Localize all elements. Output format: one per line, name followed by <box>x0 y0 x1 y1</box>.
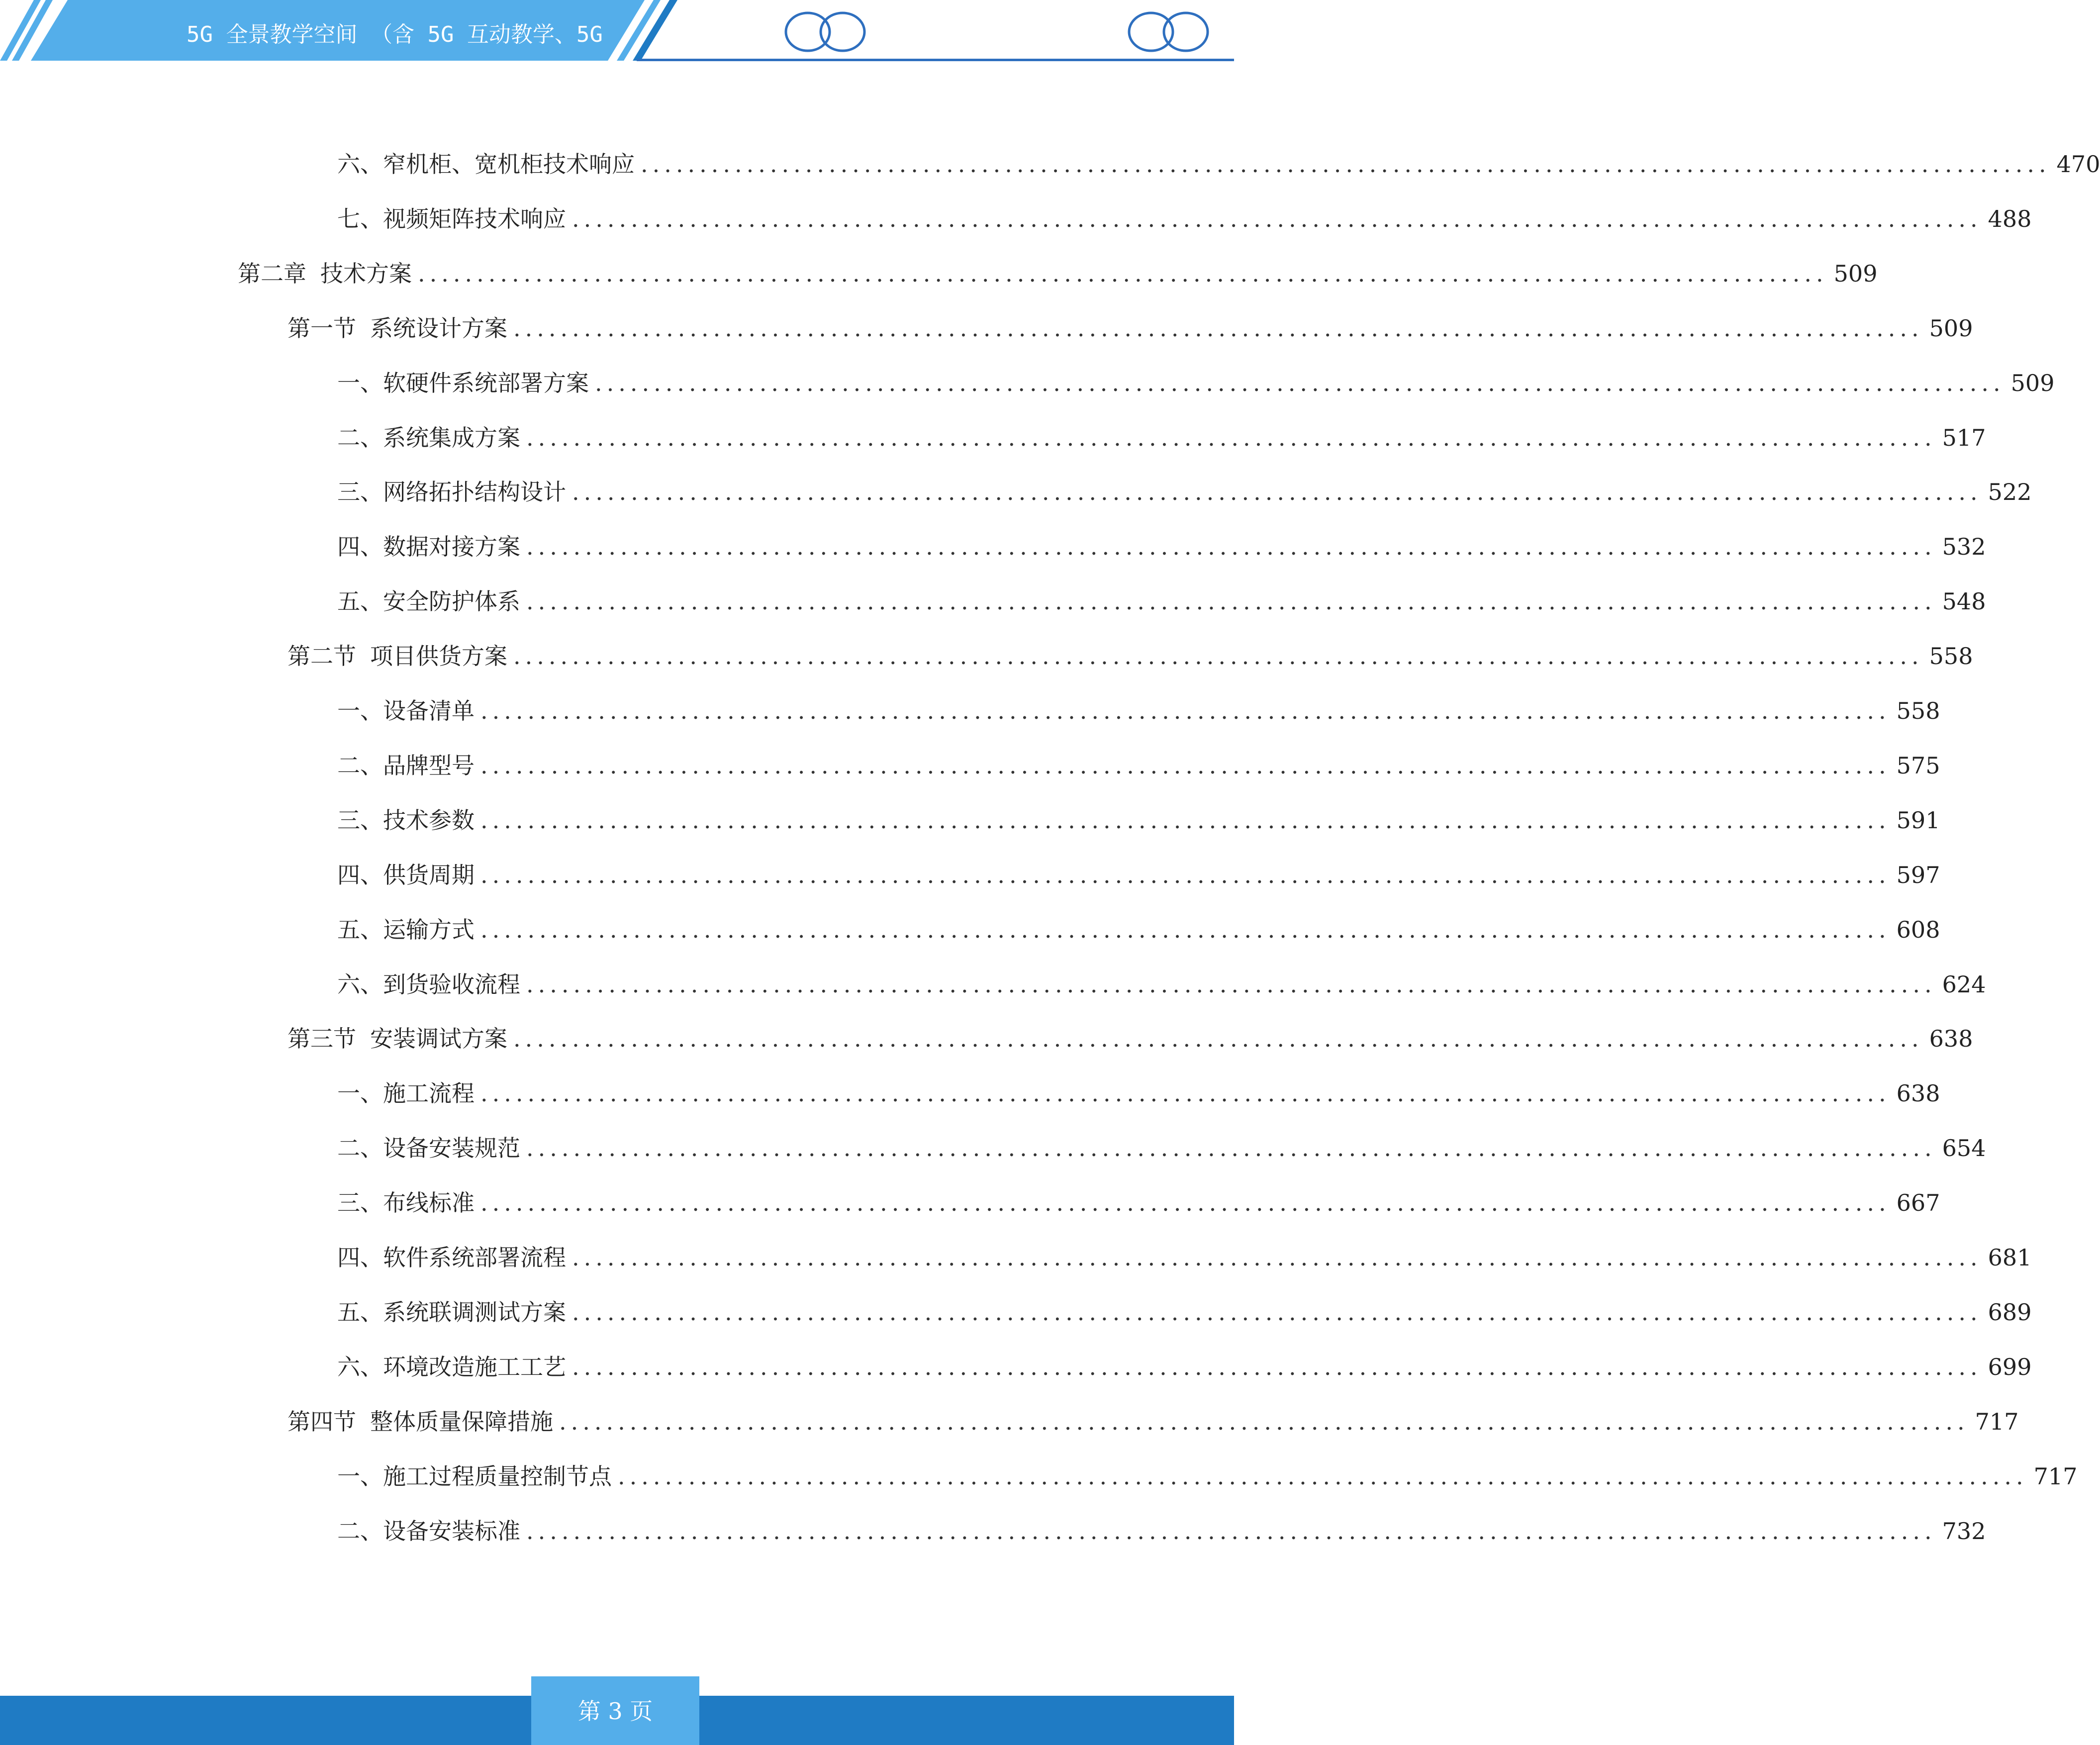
toc-entry-title: 系统设计方案 <box>370 315 507 342</box>
toc-dot-leader: ........................................................................................................................ <box>480 1189 1891 1216</box>
toc-entry-index: 三、 <box>337 807 383 834</box>
toc-entry-title: 安装调试方案 <box>370 1025 507 1052</box>
toc-entry[interactable] <box>337 1183 1940 1223</box>
toc-entry-page: 522 <box>1988 479 2032 505</box>
toc-entry[interactable] <box>337 199 2032 239</box>
toc-entry-index: 第四节 <box>287 1408 356 1435</box>
toc-entry[interactable] <box>337 1073 1940 1113</box>
toc-entry-title: 软硬件系统部署方案 <box>383 370 589 396</box>
toc-entry-title: 窄机柜、宽机柜技术响应 <box>383 151 635 178</box>
toc-entry-index: 第三节 <box>287 1025 356 1052</box>
toc-entry[interactable] <box>337 746 1940 785</box>
toc-dot-leader: ........................................................................................................................ <box>480 1080 1891 1107</box>
toc-entry-title: 安全防护体系 <box>383 588 520 615</box>
toc-entry-page: 488 <box>1988 205 2032 232</box>
toc-entry-title: 项目供货方案 <box>370 643 507 670</box>
toc-entry-title: 供货周期 <box>383 862 475 888</box>
rings-logo-icon-right <box>1129 13 1208 51</box>
toc-entry-title: 技术参数 <box>383 807 475 834</box>
toc-entry-page: 517 <box>1942 424 1986 451</box>
toc-entry-page: 532 <box>1942 533 1986 560</box>
toc-dot-leader: ........................................................................................................................ <box>526 971 1936 998</box>
toc-entry-page: 654 <box>1942 1135 1986 1162</box>
toc-entry[interactable] <box>287 308 1973 348</box>
toc-entry[interactable] <box>287 1019 1973 1059</box>
toc-entry[interactable] <box>337 1238 2032 1277</box>
toc-entry[interactable] <box>337 582 1986 621</box>
rings-logo-icon <box>786 13 864 51</box>
toc-entry-title: 设备安装标准 <box>383 1518 520 1545</box>
toc-entry[interactable] <box>337 472 2032 512</box>
toc-entry[interactable] <box>337 418 1986 458</box>
toc-entry-index: 六、 <box>337 1354 383 1380</box>
toc-entry-index: 三、 <box>337 479 383 505</box>
toc-entry[interactable] <box>287 636 1973 676</box>
toc-entry-index: 六、 <box>337 151 383 178</box>
toc-entry-title: 视频矩阵技术响应 <box>383 205 566 232</box>
toc-dot-leader: ........................................................................................................................ <box>526 1135 1936 1162</box>
toc-entry-index: 四、 <box>337 533 383 560</box>
toc-entry-page: 558 <box>1896 697 1940 724</box>
toc-entry[interactable] <box>238 254 1878 293</box>
toc-entry-page: 591 <box>1896 807 1940 834</box>
toc-dot-leader: ........................................................................................................................ <box>572 479 1982 505</box>
toc-entry-title: 设备安装规范 <box>383 1135 520 1162</box>
toc-entry-index: 四、 <box>337 1244 383 1271</box>
toc-entry-page: 558 <box>1929 643 1973 670</box>
toc-entry-title: 环境改造施工工艺 <box>383 1354 566 1380</box>
toc-dot-leader: ........................................................................................................................ <box>595 370 2005 396</box>
toc-entry[interactable] <box>337 855 1940 895</box>
toc-entry-index: 一、 <box>337 1463 383 1490</box>
toc-entry-index: 五、 <box>337 1299 383 1326</box>
toc-dot-leader: ........................................................................................................................ <box>513 643 1923 670</box>
header-title: 5G 全景教学空间 （含 5G 互动教学、5G <box>187 22 603 47</box>
toc-entry-page: 624 <box>1942 971 1986 998</box>
toc-dot-leader: ........................................................................................................................ <box>418 260 1828 287</box>
toc-dot-leader: ........................................................................................................................ <box>559 1408 1969 1435</box>
toc-entry[interactable] <box>337 1128 1986 1168</box>
toc-dot-leader: ........................................................................................................................ <box>513 315 1923 342</box>
toc-entry[interactable] <box>337 363 2055 403</box>
toc-dot-leader: ........................................................................................................................ <box>526 424 1936 451</box>
toc-entry-page: 717 <box>1975 1408 2019 1435</box>
toc-entry-index: 一、 <box>337 370 383 396</box>
toc-entry[interactable] <box>337 965 1986 1004</box>
toc-dot-leader: ........................................................................................................................ <box>641 151 2051 178</box>
toc-entry-title: 系统集成方案 <box>383 424 520 451</box>
toc-entry-index: 四、 <box>337 862 383 888</box>
toc-entry-index: 第二节 <box>287 643 356 670</box>
toc-entry-title: 系统联调测试方案 <box>383 1299 566 1326</box>
toc-dot-leader: ........................................................................................................................ <box>480 697 1891 724</box>
toc-entry-page: 667 <box>1896 1189 1940 1216</box>
toc-dot-leader: ........................................................................................................................ <box>572 205 1982 232</box>
toc-entry-page: 509 <box>1833 260 1878 287</box>
toc-dot-leader: ........................................................................................................................ <box>513 1025 1923 1052</box>
toc-entry-title: 运输方式 <box>383 916 475 943</box>
toc-entry-title: 技术方案 <box>320 260 412 287</box>
toc-entry-page: 638 <box>1929 1025 1973 1052</box>
toc-entry[interactable] <box>337 1347 2032 1387</box>
toc-dot-leader: ........................................................................................................................ <box>480 752 1891 779</box>
header-rule <box>637 59 1234 61</box>
toc-dot-leader: ........................................................................................................................ <box>618 1463 2028 1490</box>
toc-entry-index: 五、 <box>337 588 383 615</box>
toc-dot-leader: ........................................................................................................................ <box>572 1299 1982 1326</box>
toc-entry-title: 施工过程质量控制节点 <box>383 1463 612 1490</box>
toc-entry-title: 品牌型号 <box>383 752 475 779</box>
toc-entry[interactable] <box>337 1456 2078 1496</box>
toc-entry-title: 整体质量保障措施 <box>370 1408 553 1435</box>
toc-entry-index: 第一节 <box>287 315 356 342</box>
toc-entry-page: 608 <box>1896 916 1940 943</box>
toc-entry-page: 470 <box>2056 151 2100 178</box>
page-number: 第 3 页 <box>577 1698 653 1725</box>
toc-dot-leader: ........................................................................................................................ <box>480 916 1891 943</box>
toc-entry[interactable] <box>337 527 1986 567</box>
toc-entry-page: 575 <box>1896 752 1940 779</box>
toc-entry[interactable] <box>337 800 1940 840</box>
toc-entry-page: 509 <box>1929 315 1973 342</box>
toc-entry-index: 六、 <box>337 971 383 998</box>
toc-entry[interactable] <box>337 1511 1986 1551</box>
toc-entry[interactable] <box>287 1402 2019 1442</box>
toc-entry-index: 二、 <box>337 752 383 779</box>
toc-dot-leader: ........................................................................................................................ <box>572 1354 1982 1380</box>
toc-entry-page: 548 <box>1942 588 1986 615</box>
toc-dot-leader: ........................................................................................................................ <box>526 588 1936 615</box>
toc-entry-index: 第二章 <box>238 260 306 287</box>
toc-entry[interactable] <box>337 691 1940 731</box>
toc-dot-leader: ........................................................................................................................ <box>526 533 1936 560</box>
toc-entry-page: 681 <box>1988 1244 2032 1271</box>
page-header <box>0 0 1234 65</box>
toc-entry-page: 689 <box>1988 1299 2032 1326</box>
toc-entry-index: 七、 <box>337 205 383 232</box>
toc-entry[interactable] <box>337 1292 2032 1332</box>
toc-dot-leader: ........................................................................................................................ <box>526 1518 1936 1545</box>
toc-dot-leader: ........................................................................................................................ <box>480 862 1891 888</box>
toc-entry-index: 一、 <box>337 1080 383 1107</box>
toc-entry-page: 732 <box>1942 1518 1986 1545</box>
toc-entry-title: 到货验收流程 <box>383 971 520 998</box>
toc-entry-title: 布线标准 <box>383 1189 475 1216</box>
toc-entry[interactable] <box>337 144 2100 184</box>
toc-entry-index: 三、 <box>337 1189 383 1216</box>
toc-entry-page: 509 <box>2010 370 2055 396</box>
toc-entry-page: 597 <box>1896 862 1940 888</box>
toc-dot-leader: ........................................................................................................................ <box>572 1244 1982 1271</box>
toc-entry-index: 二、 <box>337 1135 383 1162</box>
toc-dot-leader: ........................................................................................................................ <box>480 807 1891 834</box>
toc-entry-page: 699 <box>1988 1354 2032 1380</box>
toc-entry-title: 网络拓扑结构设计 <box>383 479 566 505</box>
toc-entry-index: 二、 <box>337 424 383 451</box>
toc-entry-title: 数据对接方案 <box>383 533 520 560</box>
toc-entry-page: 638 <box>1896 1080 1940 1107</box>
header-banner-graphic <box>0 0 1234 65</box>
toc-entry-index: 五、 <box>337 916 383 943</box>
toc-entry-title: 设备清单 <box>383 697 475 724</box>
toc-entry-title: 施工流程 <box>383 1080 475 1107</box>
toc-entry-index: 一、 <box>337 697 383 724</box>
toc-entry-page: 717 <box>2033 1463 2078 1490</box>
toc-entry[interactable] <box>337 910 1940 950</box>
toc-entry-title: 软件系统部署流程 <box>383 1244 566 1271</box>
toc-entry-index: 二、 <box>337 1518 383 1545</box>
